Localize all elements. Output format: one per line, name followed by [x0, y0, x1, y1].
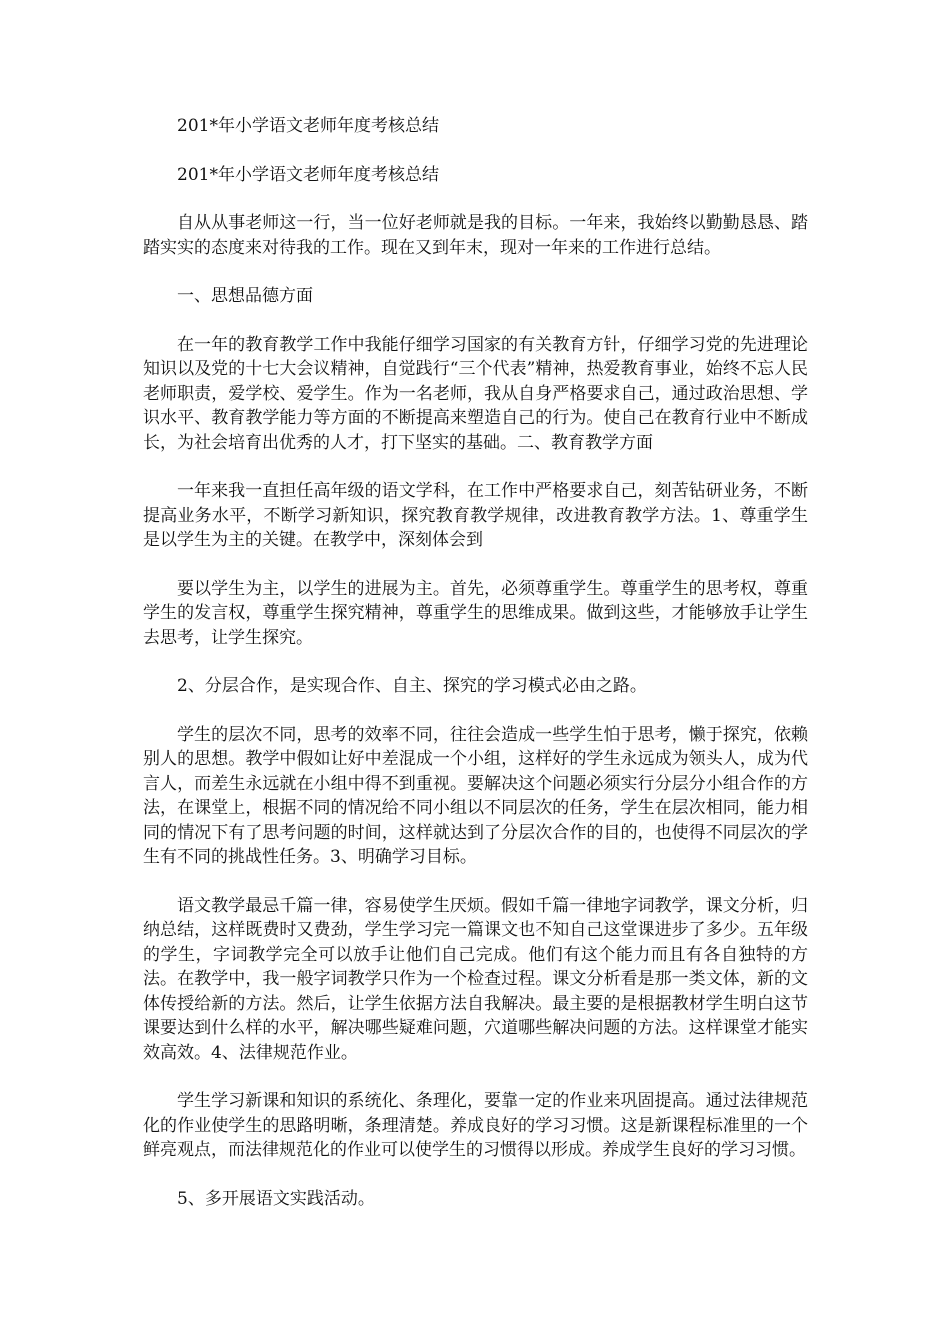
section-heading-layered-cooperation: 2、分层合作，是实现合作、自主、探究的学习模式必由之路。	[177, 676, 647, 696]
document-body	[143, 114, 808, 1235]
document-title: 201*年小学语文老师年度考核总结	[177, 116, 439, 136]
paragraph-respect-students: 要以学生为主，以学生的进展为主。首先，必须尊重学生。尊重学生的思考权，尊重学生的发言权，尊重学生探究精神，尊重学生的思维成果。做到这些，才能够放手让学生去思考，让学生探究。	[143, 578, 808, 648]
document-subtitle: 201*年小学语文老师年度考核总结	[177, 164, 439, 185]
paragraph-ideology: 在一年的教育教学工作中我能仔细学习国家的有关教育方针，仔细学习党的先进理论知识以及党的十七大会议精神，自觉践行“三个代表”精神，热爱教育事业，始终不忘人民老师职责，爱学校、爱学生。作为一名老师，我从自身严格要求自己，通过政治思想、学识水平、教育教学能力等方面的不断提高来塑造自己的行为。使自己在教育行业中不断成长，为社会培育出优秀的人才，打下坚实的基础。二、教育教学方面	[143, 334, 808, 453]
paragraph-teaching: 一年来我一直担任高年级的语文学科，在工作中严格要求自己，刻苦钻研业务，不断提高业务水平，不断学习新知识，探究教育教学规律，改进教育教学方法。1、尊重学生是以学生为主的关键。在教学中，深刻体会到	[143, 481, 808, 550]
section-heading-practice: 5、多开展语文实践活动。	[177, 1188, 375, 1209]
paragraph-chinese-teaching: 语文教学最忌千篇一律，容易使学生厌烦。假如千篇一律地字词教学，课文分析，归纳总结，这样既费时又费劲，学生学习完一篇课文也不知自己这堂课进步了多少。五年级的学生，字词教学完全可以放手让他们自己完成。他们有这个能力而且有各自独特的方法。在教学中，我一般字词教学只作为一个检查过程。课文分析看是那一类文体，新的文体传授给新的方法。然后，让学生依据方法自我解决。最主要的是根据教材学生明白这节课要达到什么样的水平，解决哪些疑难问题，穴道哪些解决问题的方法。这样课堂才能实效高效。4、法律规范作业。	[143, 895, 808, 1063]
section-heading-ideology: 一、思想品德方面	[177, 286, 313, 306]
paragraph-homework: 学生学习新课和知识的系统化、条理化，要靠一定的作业来巩固提高。通过法律规范化的作业使学生的思路明晰，条理清楚。养成良好的学习习惯。这是新课程标准里的一个鲜亮观点，而法律规范化的作业可以使学生的习惯得以形成。养成学生良好的学习习惯。	[143, 1091, 808, 1160]
paragraph-layered-cooperation: 学生的层次不同，思考的效率不同，往往会造成一些学生怕于思考，懒于探究，依赖别人的思想。教学中假如让好中差混成一个小组，这样好的学生永远成为领头人，成为代言人，而差生永远就在小组中得不到重视。要解决这个问题必须实行分层分小组合作的方法，在课堂上，根据不同的情况给不同小组以不同层次的任务，学生在层次相同，能力相同的情况下有了思考问题的时间，这样就达到了分层次合作的目的，也使得不同层次的学生有不同的挑战性任务。3、明确学习目标。	[143, 724, 808, 867]
paragraph-intro: 自从从事老师这一行，当一位好老师就是我的目标。一年来，我始终以勤勤恳恳、踏踏实实的态度来对待我的工作。现在又到年末，现对一年来的工作进行总结。	[143, 213, 808, 258]
